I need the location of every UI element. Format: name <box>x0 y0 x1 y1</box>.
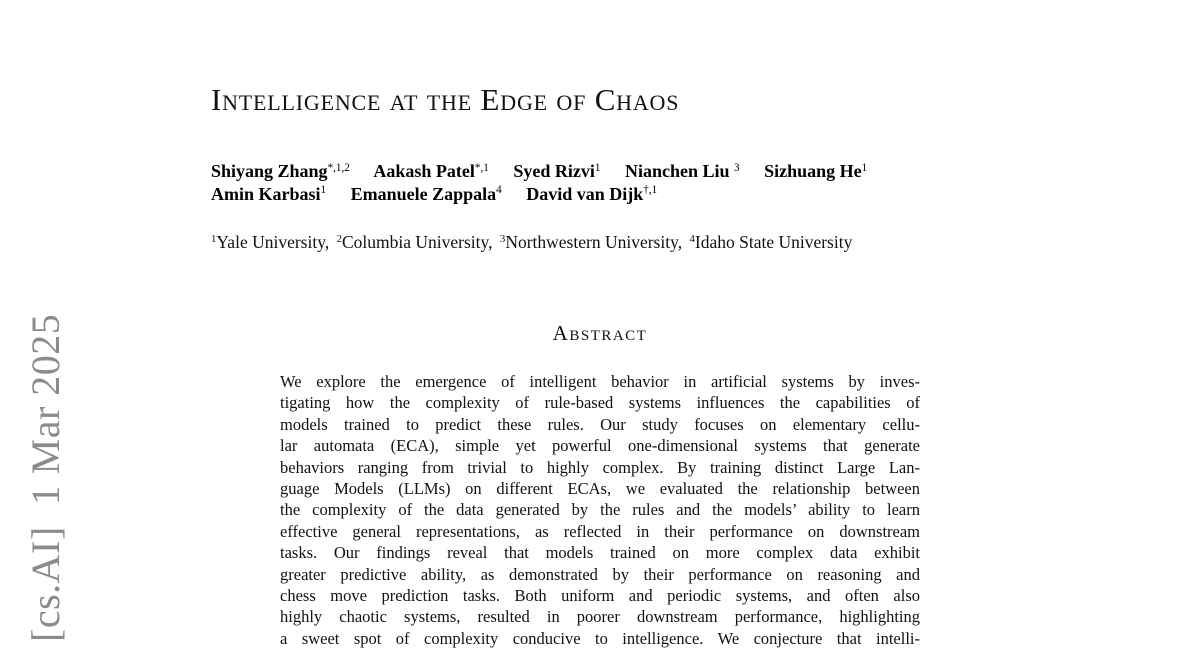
affiliation-marker: 2 <box>336 233 342 246</box>
affiliation-marker: 1 <box>211 233 217 246</box>
affiliation <box>337 232 493 252</box>
author-line-1 <box>211 160 951 183</box>
abstract-text-line: behaviors ranging from trivial to highly complex. By training distinct Large Lan- <box>280 457 920 477</box>
author <box>513 161 600 181</box>
author <box>211 161 350 181</box>
abstract-body <box>280 371 920 648</box>
abstract-text-line: We explore the emergence of intelligent behavior in artificial systems by inves- <box>280 372 920 391</box>
author-name: Sizhuang He <box>764 161 862 181</box>
author <box>373 161 488 181</box>
abstract-text-line: lar automata (ECA), simple yet powerful one-dimensional systems that generate <box>280 436 920 456</box>
author <box>625 161 740 181</box>
author-name: Syed Rizvi <box>513 161 595 181</box>
abstract-text-line: chess move prediction tasks. Both uniform and periodic systems, and often also <box>280 586 920 606</box>
affiliation <box>689 232 852 252</box>
author-affiliation-marker: †,1 <box>643 184 658 197</box>
abstract-text-line: highly chaotic systems, resulted in poorer downstream performance, highlighting <box>280 607 920 627</box>
author-affiliation-marker: 1 <box>594 161 601 174</box>
author-name: David van Dijk <box>526 183 644 204</box>
abstract-text-line: models trained to predict these rules. Our study focuses on elementary cellu- <box>280 414 920 434</box>
abstract-text-line: a sweet spot of complexity conducive to intelligence. We conjecture that intelli- <box>280 628 920 648</box>
affiliation-name: Yale University, <box>216 232 330 252</box>
author-name: Emanuele Zappala <box>350 183 497 204</box>
abstract-text-line: guage Models (LLMs) on different ECAs, we evaluated the relationship between <box>280 479 920 499</box>
author-affiliation-marker: *,1,2 <box>327 161 350 174</box>
author-line-2 <box>211 183 951 206</box>
abstract-text-line: effective general representations, as reflected in their performance on downstream <box>280 521 920 541</box>
affiliation-marker: 4 <box>689 233 695 246</box>
author <box>211 184 326 204</box>
author-name: Amin Karbasi <box>211 183 321 204</box>
abstract-text-line: tigating how the complexity of rule-based systems influences the capabilities of <box>280 393 920 413</box>
abstract-text-line: greater predictive ability, as demonstrated by their performance on reasoning and <box>280 564 920 584</box>
arxiv-sidebar-banner: [cs.AI] 1 Mar 2025 <box>23 313 68 642</box>
author-block <box>211 160 951 205</box>
author <box>764 161 867 181</box>
affiliation <box>211 232 329 252</box>
affiliation-name: Idaho State University <box>694 232 853 252</box>
affiliation-line <box>211 231 855 253</box>
author-name: Nianchen Liu <box>624 161 734 181</box>
author <box>526 184 657 204</box>
paper-title: Intelligence at the Edge of Chaos <box>211 82 680 117</box>
author-name: Aakash Patel <box>373 161 475 181</box>
affiliation <box>500 232 682 252</box>
author-affiliation-marker: *,1 <box>474 161 489 174</box>
affiliation-name: Northwestern University, <box>505 232 683 252</box>
abstract-text-line: tasks. Our findings reveal that models trained on more complex data exhibit <box>280 543 920 563</box>
abstract-text-line: the complexity of the data generated by the rules and the models’ ability to learn <box>280 500 920 520</box>
author-affiliation-marker: 1 <box>861 161 868 174</box>
affiliation-marker: 3 <box>499 233 506 246</box>
author-name: Shiyang Zhang <box>211 161 328 181</box>
author-affiliation-marker: 3 <box>733 161 740 174</box>
author-affiliation-marker: 1 <box>320 184 327 197</box>
abstract-heading: Abstract <box>552 321 648 345</box>
affiliation-name: Columbia University, <box>342 232 493 252</box>
author-affiliation-marker: 4 <box>496 184 502 197</box>
author <box>351 184 502 204</box>
